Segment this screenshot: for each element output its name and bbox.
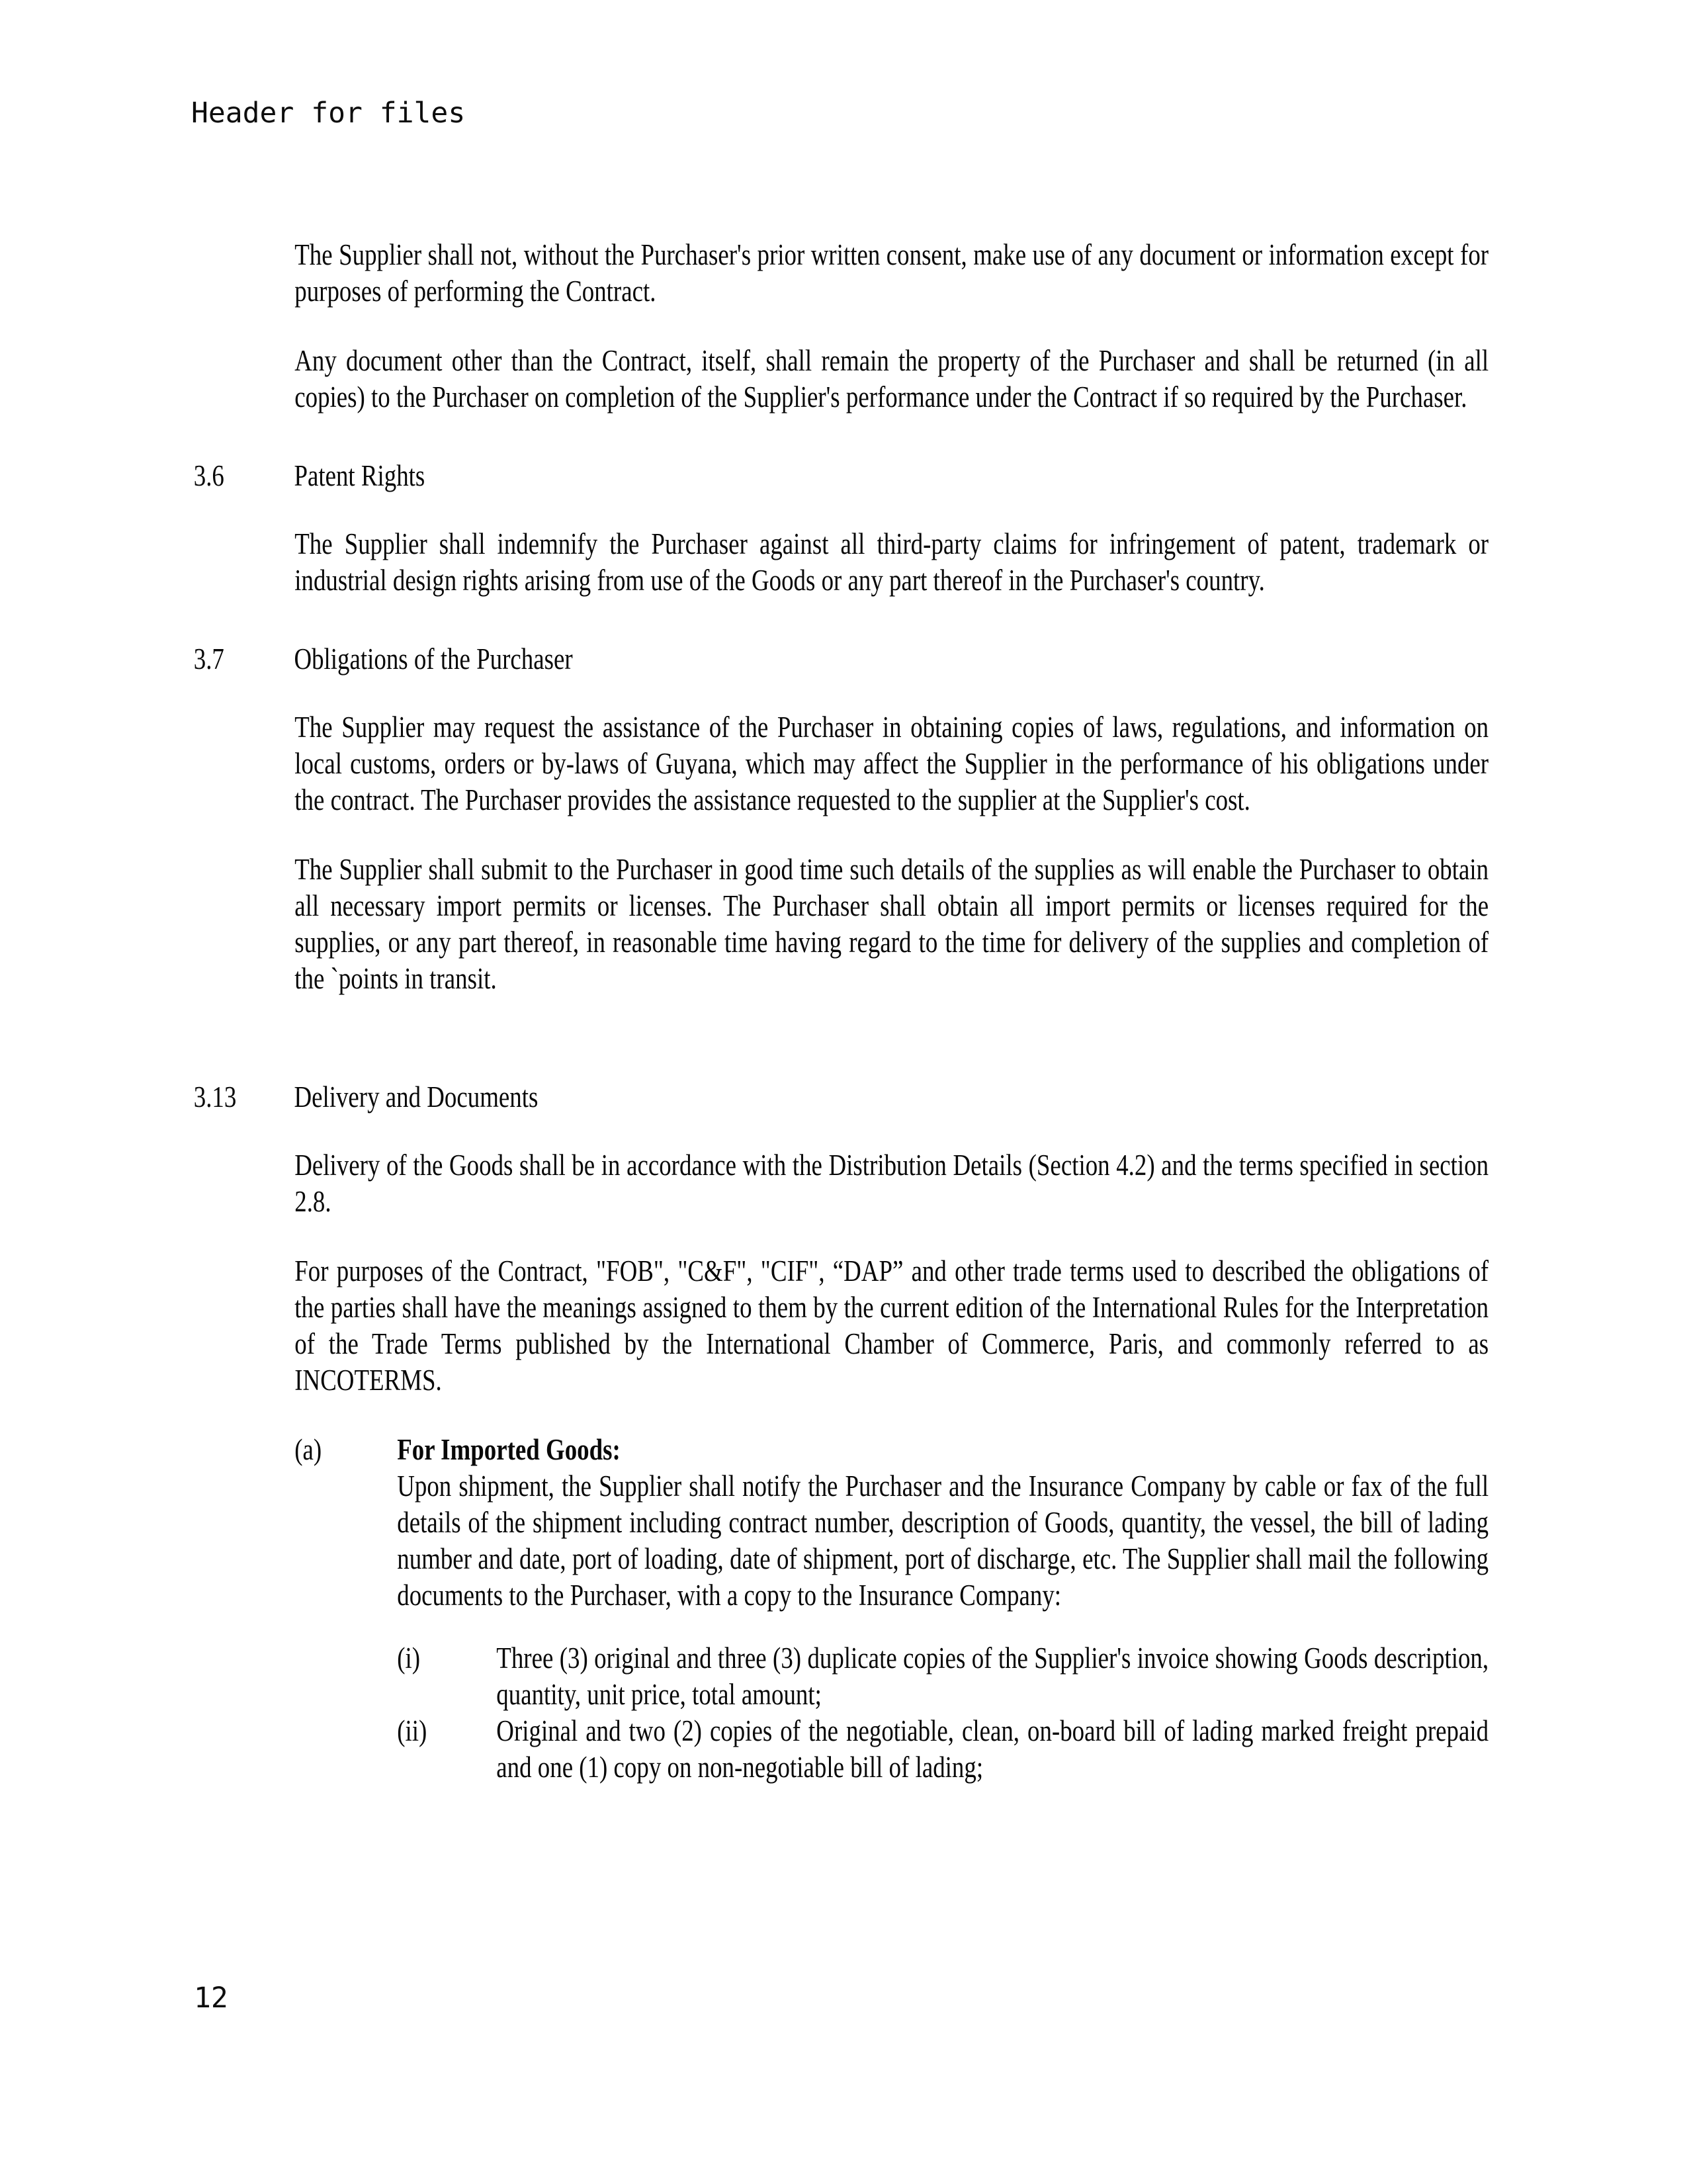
intro-paragraph-2: Any document other than the Contract, itself, shall remain the property of the Purchaser and shall be returned (in all copies) to the Purchaser on completion of the Supplier's performance under the Contract if so required by the Purchaser.	[294, 344, 1489, 414]
section-number-3-6: 3.6	[193, 459, 224, 492]
section-heading-3-6	[0, 449, 1687, 494]
list-item-a	[294, 1432, 1489, 1614]
intro-paragraph-1: The Supplier shall not, without the Purchaser's prior written consent, make use of any document or information except for purposes of performing the Contract.	[294, 238, 1489, 308]
sub-list-item-ii	[397, 1713, 1489, 1786]
sub-list-item-i	[397, 1640, 1489, 1713]
section-3-13-paragraph-2: For purposes of the Contract, "FOB", "C&F", "CIF", “DAP” and other trade terms used to described the obligations of the parties shall have the meanings assigned to them by the current edition of the International Rules for the Interpretation of the Trade Terms published by the International Chamber of Commerce, Paris, and commonly referred to as INCOTERMS.	[294, 1254, 1489, 1397]
section-heading-3-7	[0, 632, 1687, 677]
section-title-delivery-and-documents: Delivery and Documents	[294, 1080, 539, 1114]
sub-list-item-i-marker: (i)	[397, 1641, 421, 1675]
page-number: 12	[194, 1982, 228, 2015]
list-item-a-text: Upon shipment, the Supplier shall notify the Purchaser and the Insurance Company by cable or fax of the full details of the shipment including contract number, description of Goods, quantity, the vessel, the bill of lading number and date, port of loading, date of shipment, port of discharge, etc. The Supplier shall mail the following documents to the Purchaser, with a copy to the Insurance Company:	[397, 1469, 1489, 1612]
sub-list-item-ii-text: Original and two (2) copies of the negotiable, clean, on-board bill of lading marked freight prepaid and one (1) copy on non-negotiable bill of lading;	[496, 1714, 1489, 1784]
sub-list-item-ii-marker: (ii)	[397, 1714, 427, 1747]
page-header-text: Header for files	[191, 97, 466, 130]
section-number-3-7: 3.7	[193, 642, 224, 676]
section-title-patent-rights: Patent Rights	[294, 459, 425, 492]
section-title-obligations-of-the-purchaser: Obligations of the Purchaser	[294, 642, 573, 676]
section-3-6-paragraph-1: The Supplier shall indemnify the Purchaser against all third-party claims for infringement of patent, trademark or industrial design rights arising from use of the Goods or any part thereof in the Purchaser's country.	[294, 527, 1489, 597]
sub-list	[0, 1640, 1687, 1786]
list-item-a-body	[397, 1432, 1489, 1614]
section-number-3-13: 3.13	[193, 1080, 237, 1114]
sub-list-item-i-text: Three (3) original and three (3) duplicate copies of the Supplier's invoice showing Goods description, quantity, unit price, total amount;	[496, 1641, 1489, 1711]
section-3-13-paragraph-1: Delivery of the Goods shall be in accordance with the Distribution Details (Section 4.2) and the terms specified in section 2.8.	[294, 1149, 1489, 1218]
section-heading-3-13	[0, 1030, 1687, 1115]
section-3-7-paragraph-2: The Supplier shall submit to the Purchaser in good time such details of the supplies as will enable the Purchaser to obtain all necessary import permits or licenses. The Purchaser shall obtain all import permits or licenses required for the supplies, or any part thereof, in reasonable time having regard to the time for delivery of the supplies and completion of the `points in transit.	[294, 853, 1489, 995]
list-item-a-heading: For Imported Goods:	[397, 1433, 621, 1466]
list-item-a-marker: (a)	[294, 1433, 322, 1466]
section-3-7-paragraph-1: The Supplier may request the assistance of the Purchaser in obtaining copies of laws, regulations, and information on local customs, orders or by-laws of Guyana, which may affect the Supplier in the performance of his obligations under the contract. The Purchaser provides the assistance requested to the supplier at the Supplier's cost.	[294, 711, 1489, 816]
